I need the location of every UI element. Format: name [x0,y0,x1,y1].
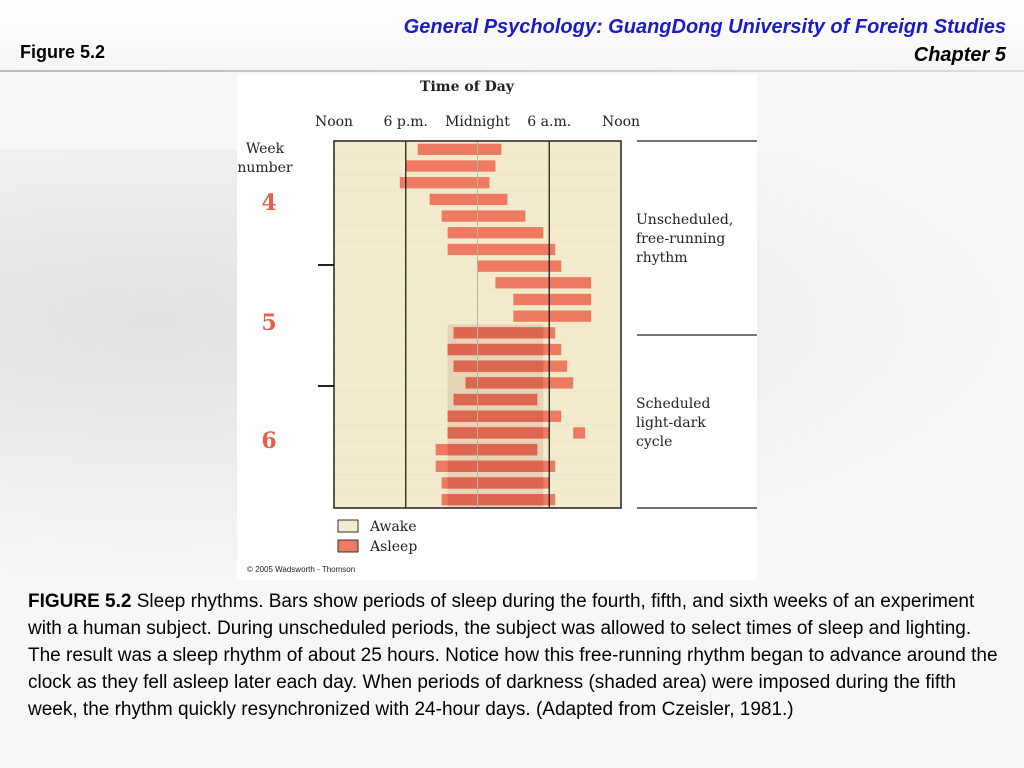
sleep-bar [418,144,502,155]
sleep-bar-in-dark [448,344,544,355]
caption-text: Sleep rhythms. Bars show periods of sleep during the fourth, fifth, and sixth weeks of an experiment with a human subject. During unscheduled periods, the subject was allowed to select times of sleep and lighting. The result was a sleep rhythm of about 25 hours. Notice how this free-running rhythm began to advance around the clock as they fell asleep later each day. When periods of darkness (shaded area) were imposed during the fifth week, the rhythm quickly resynchronized with 24-hour days. (Adapted from Czeisler, 1981.) [28,591,998,720]
week-label: 5 [261,310,277,336]
week-label: 4 [261,190,277,216]
sleep-bar [495,277,591,288]
sleep-bar [406,160,496,171]
section-label: light-dark [636,415,706,431]
sleep-bar [448,244,556,255]
section-label: cycle [636,434,673,450]
legend-swatch [338,520,358,532]
course-title: General Psychology: GuangDong University of Foreign Studies [403,16,1006,38]
sleep-rhythm-chart [237,74,757,580]
sleep-bar-in-dark [448,444,538,455]
section-label: Scheduled [636,396,711,412]
sleep-bar [513,294,591,305]
x-tick-label: Midnight [445,114,510,130]
legend-swatch [338,540,358,552]
y-axis-label: Week [245,141,285,157]
week-label: 6 [261,428,277,454]
x-tick-label: Noon [601,114,641,130]
x-tick-label: Noon [314,114,354,130]
caption-lead: FIGURE 5.2 [28,591,132,612]
legend-label: Awake [370,519,417,535]
figure-label: Figure 5.2 [20,42,106,62]
section-label: rhythm [636,250,688,266]
sleep-bar [513,310,591,321]
sleep-bar-in-dark [448,427,544,438]
x-tick-label: 6 p.m. [383,114,428,130]
header-divider [0,70,1024,72]
figure-panel [237,74,757,580]
sleep-bar-in-dark [454,394,538,405]
figure-caption [28,588,1003,723]
chart-title: Time of Day [420,79,514,95]
sleep-bar-in-dark [448,494,544,505]
sleep-bar [448,227,544,238]
sleep-bar-in-dark [448,477,544,488]
sleep-bar-in-dark [448,461,544,472]
section-label: Unscheduled, [636,212,734,228]
copyright-text: © 2005 Wadsworth - Thomson [247,565,356,574]
sleep-bar-in-dark [454,361,544,372]
section-label: free-running [636,231,726,247]
chapter-label: Chapter 5 [913,44,1006,66]
x-tick-label: 6 a.m. [527,114,572,130]
sleep-bar [400,177,490,188]
sleep-bar-in-dark [448,411,544,422]
sleep-bar [442,210,526,221]
y-axis-label: number [237,160,293,176]
sleep-bar [573,427,585,438]
sleep-bar-in-dark [454,327,544,338]
sleep-bar [430,194,508,205]
legend-label: Asleep [370,539,418,555]
